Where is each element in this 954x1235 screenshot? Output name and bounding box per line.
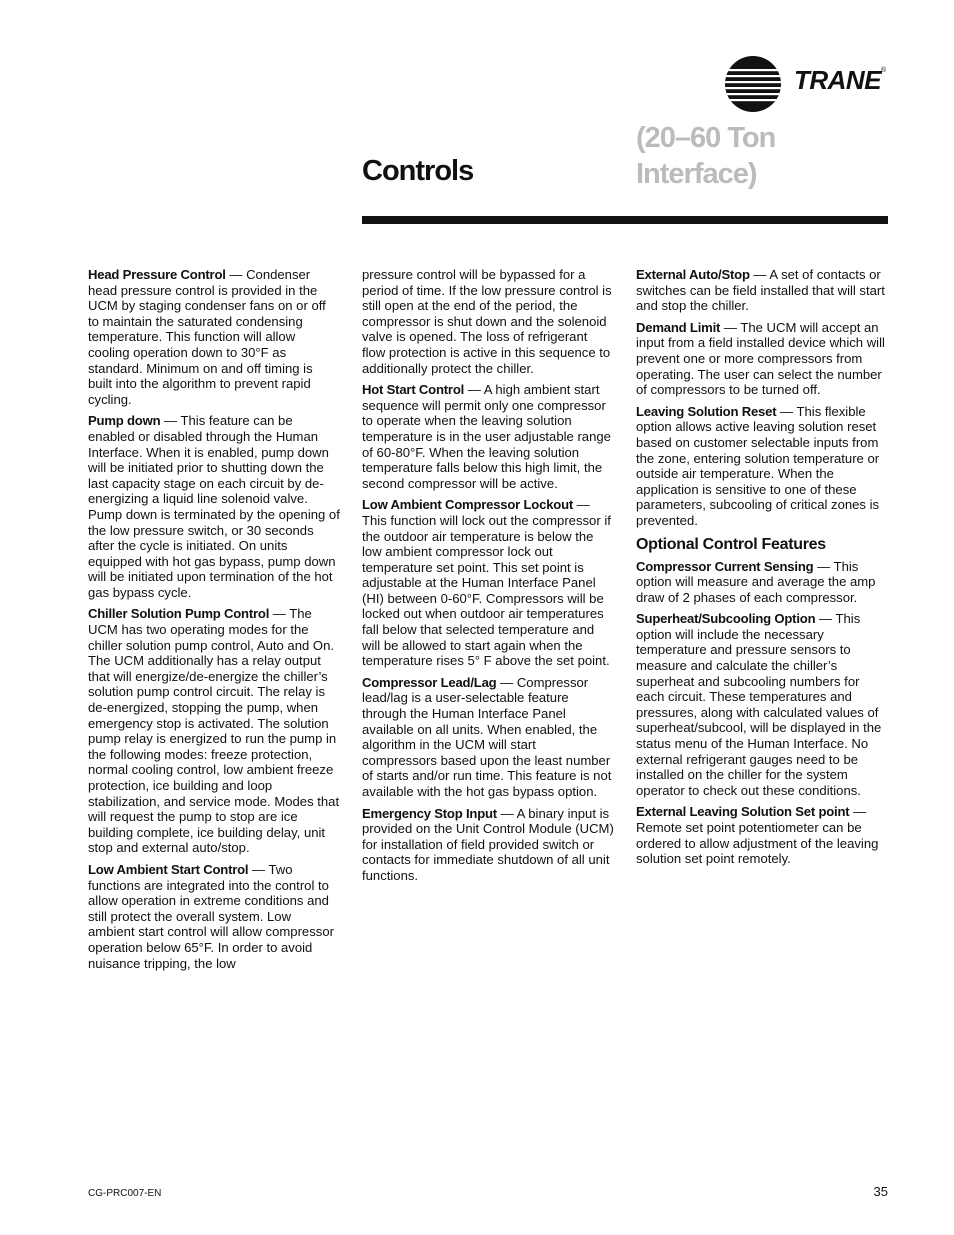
term-separator: — xyxy=(496,674,517,690)
paragraph-term: Compressor Lead/Lag xyxy=(362,674,497,690)
paragraph-text: This option will measure and average the amp draw of 2 phases of each compressor. xyxy=(636,558,876,605)
term-separator: — xyxy=(720,319,741,335)
paragraph-text: This feature can be enabled or disabled through the Human Interface. When it is enabled, pump down will be initiated prior to shutting down the last capacity stage on each circuit by de-energizing a liquid line solenoid valve. Pump down is terminated by the opening of the low pressure switch, or 30 seconds after the cycle is initiated. On units equipped with hot gas bypass, pump down will be initiated upon termination of the hot gas bypass cycle. xyxy=(88,413,340,600)
term-separator: — xyxy=(464,382,484,398)
paragraph-text: The UCM has two operating modes for the chiller solution pump control, Auto and On. The UCM additionally has a relay output that will energize/de-energize the chiller’s solution pump control circuit. The relay is de-energized, stopping the pump, when emergency stop is activated. The solution pump relay is energized to run the pump in the following modes: freeze protection, normal cooling control, low ambient freeze protection, ice building and loop stabilization, and service mode. Modes that will request the pump to stop are ice building complete, ice building delay, unit stop and external auto/stop. xyxy=(88,606,340,856)
text-column-1 xyxy=(88,267,340,977)
paragraph-term: Low Ambient Start Control xyxy=(88,861,249,877)
paragraph-head-pressure-control xyxy=(88,267,340,407)
paragraph-term: Head Pressure Control xyxy=(88,267,226,282)
paragraph-low-ambient-compressor-lockout xyxy=(362,497,614,669)
paragraph-term: Emergency Stop Input xyxy=(362,805,497,821)
term-separator: — xyxy=(496,805,517,821)
paragraph-external-auto-stop xyxy=(636,267,888,314)
paragraph-text: Compressor lead/lag is a user-selectable feature through the Human Interface Panel available on all units. When enabled, the algorithm in the UCM will start compressors based upon the least number of starts and/or run time. This feature is not available with the hot gas bypass option. xyxy=(362,674,612,799)
paragraph-pump-down xyxy=(88,413,340,600)
page-number: 35 xyxy=(873,1184,888,1199)
column-3-bottom-section xyxy=(636,559,888,867)
text-column-2 xyxy=(362,267,614,890)
subtitle-line-1: (20–60 Ton xyxy=(636,122,776,154)
paragraph-text: A binary input is provided on the Unit Control Module (UCM) for installation of field provided switch or contacts for immediate shutdown of all unit functions. xyxy=(362,805,614,883)
paragraph-hot-start-control xyxy=(362,382,614,491)
term-separator: — xyxy=(815,611,836,627)
paragraph-term: Low Ambient Compressor Lockout xyxy=(362,497,574,513)
page-title: Controls xyxy=(362,155,474,187)
paragraph-term: External Leaving Solution Set point xyxy=(636,804,850,820)
paragraph-text: This function will lock out the compressor if the outdoor air temperature is below the low ambient compressor lock out temperature set point. This set point is adjustable at the Human Interface Panel (HI) between 0-60°F. Compressors will be locked out when outdoor air temperatures fall below that selected temperature and will be allowed to start again when the temperature rises 5° F above the set point. xyxy=(362,512,611,669)
trane-globe-icon xyxy=(724,55,782,113)
paragraph-superheat-subcooling-option xyxy=(636,611,888,798)
term-separator: — xyxy=(849,804,867,820)
term-separator: — xyxy=(225,267,247,282)
term-separator: — xyxy=(573,497,590,513)
brand-wordmark: TRANE xyxy=(794,65,882,95)
term-separator: — xyxy=(248,861,269,877)
paragraph-term: Hot Start Control xyxy=(362,382,465,398)
paragraph-term: Leaving Solution Reset xyxy=(636,403,777,419)
term-separator: — xyxy=(269,606,290,622)
subtitle-line-2: Interface) xyxy=(636,158,757,190)
paragraph-text: This option will include the necessary temperature and pressure sensors to measure and calculate the chiller’s superheat and subcooling numbers for each circuit. These temperatures and pressures, along with calculated values of superheat/subcool, will be displayed in the status menu of the Human Interface. No external refrigerant gauges need to be installed on the chiller for the system operator to check out these conditions. xyxy=(636,611,882,798)
paragraph-leaving-solution-reset xyxy=(636,404,888,529)
paragraph-term: Superheat/Subcooling Option xyxy=(636,611,816,627)
section-heading-optional-control-features: Optional Control Features xyxy=(636,535,826,553)
paragraph-term: External Auto/Stop xyxy=(636,267,750,282)
paragraph-low-ambient-start-control xyxy=(88,862,340,971)
paragraph-chiller-solution-pump-control xyxy=(88,606,340,856)
paragraph-emergency-stop-input xyxy=(362,806,614,884)
paragraph-demand-limit xyxy=(636,320,888,398)
paragraph-external-leaving-solution-set-point xyxy=(636,804,888,866)
page-subtitle xyxy=(636,120,886,192)
paragraph-continued xyxy=(362,267,614,376)
paragraph-compressor-current-sensing xyxy=(636,559,888,606)
paragraph-text: pressure control will be bypassed for a period of time. If the low pressure control is still open at the end of the period, the compressor is shut down and the solenoid valve is opened. The loss of refrigerant flow protection is active in this sequence to additionally protect the chiller. xyxy=(362,267,612,376)
paragraph-text: This flexible option allows active leaving solution reset based on customer selectable inputs from the zone, entering solution temperature or outside air temperature. When the application is sensitive to one of these parameters, subcooling of critical zones is prevented. xyxy=(636,403,880,528)
text-column-3 xyxy=(636,267,888,873)
paragraph-text: Two functions are integrated into the control to allow operation in extreme conditions and still protect the overall system. Low ambient start control will allow compressor operation below 65°F. In order to avoid nuisance tripping, the low xyxy=(88,861,334,971)
document-code: CG-PRC007-EN xyxy=(88,1188,162,1199)
paragraph-term: Pump down xyxy=(88,413,161,429)
paragraph-text: A high ambient start sequence will permit only one compressor to operate when the leaving solution temperature is in the user adjustable range of 60-80°F. When the leaving solution temperature falls below this high limit, the second compressor will be active. xyxy=(362,382,611,491)
registered-mark: ® xyxy=(881,67,887,74)
paragraph-text: The UCM will accept an input from a field installed device which will prevent one or more compressors from operating. The user can select the number of compressors to be turned off. xyxy=(636,319,885,398)
paragraph-text: Remote set point potentiometer can be ordered to allow adjustment of the leaving solution set point remotely. xyxy=(636,820,879,867)
paragraph-text: A set of contacts or switches can be field installed that will start and stop the chiller. xyxy=(636,267,885,314)
paragraph-compressor-lead-lag xyxy=(362,675,614,800)
column-3-top-section xyxy=(636,267,888,529)
term-separator: — xyxy=(776,403,797,419)
paragraph-term: Compressor Current Sensing xyxy=(636,558,814,574)
paragraph-term: Chiller Solution Pump Control xyxy=(88,606,270,622)
term-separator: — xyxy=(813,558,834,574)
term-separator: — xyxy=(160,413,181,429)
paragraph-text: Condenser head pressure control is provided in the UCM by staging condenser fans on or off to maintain the saturated condensing temperature. This function will allow cooling operation down to 30°F as standard. Minimum on and off timing is built into the algorithm to prevent rapid cycling. xyxy=(88,267,326,407)
header-rule xyxy=(362,216,888,224)
term-separator: — xyxy=(749,267,770,282)
paragraph-term: Demand Limit xyxy=(636,319,721,335)
